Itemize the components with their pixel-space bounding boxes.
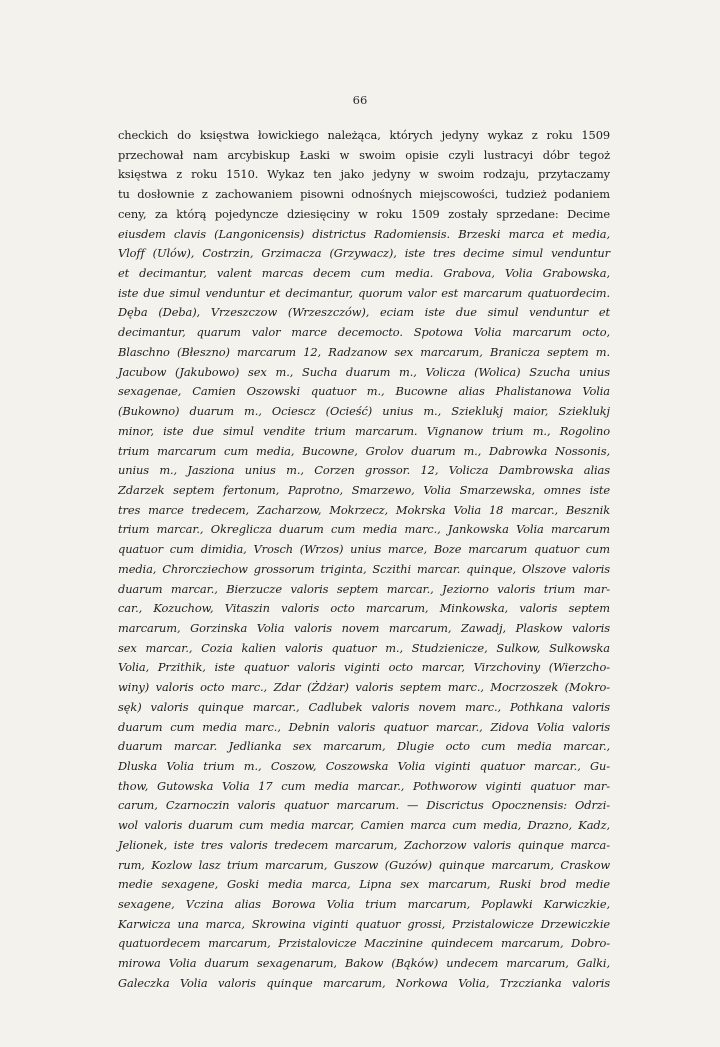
text-line: iste due simul venduntur et decimantur, quorum valor est marcarum quatuordecim.: [118, 285, 610, 300]
text-line: sexagenae, Camien Oszowski quatuor m., Bucowne alias Phalistanowa Volia: [118, 384, 610, 399]
text-line: sexagene, Vczina alias Borowa Volia trium marcarum, Poplawki Karwiczkie,: [118, 897, 610, 912]
text-line: Karwicza una marca, Skrowina viginti quatuor grossi, Przistalowicze Drzewiczkie: [118, 916, 610, 931]
text-line: duarum cum media marc., Debnin valoris quatuor marcar., Zidova Volia valoris: [118, 719, 610, 734]
text-line: księstwa z roku 1510. Wykaz ten jako jedyny w swoim rodzaju, przytaczamy: [118, 167, 610, 182]
text-line: Jacubow (Jakubowo) sex m., Sucha duarum m., Volicza (Wolica) Szucha unius: [118, 364, 610, 379]
body-text: [118, 126, 610, 994]
text-line: carum, Czarnoczin valoris quatuor marcarum. — Discrictus Opocznensis: Odrzi-: [118, 798, 610, 813]
text-line: tres marce tredecem, Zacharzow, Mokrzecz, Mokrska Volia 18 marcar., Besznik: [118, 502, 610, 517]
text-line: trium marcar., Okreglicza duarum cum media marc., Jankowska Volia marcarum: [118, 522, 610, 537]
text-line: quatuordecem marcarum, Przistalovicze Maczinine quindecem marcarum, Dobro-: [118, 936, 610, 951]
text-line: sęk) valoris quinque marcar., Cadlubek valoris novem marc., Pothkana valoris: [118, 699, 610, 714]
text-line: Galeczka Volia valoris quinque marcarum, Norkowa Volia, Trzczianka valoris: [118, 975, 610, 990]
text-line: (Bukowno) duarum m., Ociescz (Ocieść) unius m., Szieklukj maior, Szieklukj: [118, 404, 610, 419]
text-line: media, Chrorcziechow grossorum triginta, Sczithi marcar. quinque, Olszove valoris: [118, 561, 610, 576]
text-line: Dluska Volia trium m., Coszow, Coszowska Volia viginti quatuor marcar., Gu-: [118, 759, 610, 773]
text-line: Volia, Przithik, iste quatuor valoris viginti octo marcar, Virzchoviny (Wierzcho-: [118, 660, 610, 675]
text-line: wol valoris duarum cum media marcar, Camien marca cum media, Drazno, Kadz,: [118, 818, 610, 833]
text-line: eiusdem clavis (Langonicensis) districtus Radomiensis. Brzeski marca et media,: [118, 226, 610, 241]
text-line: rum, Kozlow lasz trium marcarum, Guszow (Guzów) quinque marcarum, Craskow: [118, 857, 610, 872]
text-line: tu dosłownie z zachowaniem pisowni odnośnych miejscowości, tudzież podaniem: [118, 187, 610, 202]
text-line: Dęba (Deba), Vrzeszczow (Wrzeszczów), eciam iste due simul venduntur et: [118, 305, 610, 320]
text-line: trium marcarum cum media, Bucowne, Grolov duarum m., Dabrowka Nossonis,: [118, 443, 610, 458]
text-line: Jelionek, iste tres valoris tredecem marcarum, Zachorzow valoris quinque marca-: [118, 837, 610, 852]
text-line: Vloff (Ulów), Costrzin, Grzimacza (Grzywacz), iste tres decime simul venduntur: [118, 246, 610, 261]
text-line: decimantur, quarum valor marce decemocto. Spotowa Volia marcarum octo,: [118, 325, 610, 340]
text-line: unius m., Jasziona unius m., Corzen grossor. 12, Volicza Dambrowska alias: [118, 463, 610, 478]
text-line: quatuor cum dimidia, Vrosch (Wrzos) unius marce, Boze marcarum quatuor cum: [118, 542, 610, 557]
text-line: medie sexagene, Goski media marca, Lipna sex marcarum, Ruski brod medie: [118, 877, 610, 892]
text-line: ceny, za którą pojedyncze dziesięciny w roku 1509 zostały sprzedane: Decime: [118, 206, 610, 221]
text-line: duarum marcar., Bierzucze valoris septem marcar., Jeziorno valoris trium mar-: [118, 581, 610, 596]
text-line: car., Kozuchow, Vitaszin valoris octo marcarum, Minkowska, valoris septem: [118, 601, 610, 616]
text-line: minor, iste due simul vendite trium marcarum. Vignanow trium m., Rogolino: [118, 423, 610, 438]
text-line: winy) valoris octo marc., Zdar (Żdżar) valoris septem marc., Mocrzoszek (Mokro-: [118, 680, 610, 695]
text-line: Zdarzek septem fertonum, Paprotno, Smarzewo, Volia Smarzewska, omnes iste: [118, 482, 610, 497]
text-line: marcarum, Gorzinska Volia valoris novem marcarum, Zawadj, Plaskow valoris: [118, 620, 610, 635]
text-line: Blaschno (Błeszno) marcarum 12, Radzanow sex marcarum, Branicza septem m.: [118, 344, 610, 359]
text-line: et decimantur, valent marcas decem cum media. Grabova, Volia Grabowska,: [118, 266, 610, 281]
text-line: checkich do księstwa łowickiego należąca, których jedyny wykaz z roku 1509: [118, 128, 610, 142]
text-line: sex marcar., Cozia kalien valoris quatuor m., Studzienicze, Sulkow, Sulkowska: [118, 640, 610, 655]
page-number: 66: [352, 93, 368, 107]
text-line: thow, Gutowska Volia 17 cum media marcar., Pothworow viginti quatuor mar-: [118, 778, 610, 793]
text-line: mirowa Volia duarum sexagenarum, Bakow (Bąków) undecem marcarum, Galki,: [118, 956, 610, 971]
text-line: przechował nam arcybiskup Łaski w swoim opisie czyli lustracyi dóbr tegoż: [118, 147, 610, 162]
text-line: duarum marcar. Jedlianka sex marcarum, Dlugie octo cum media marcar.,: [118, 739, 610, 754]
